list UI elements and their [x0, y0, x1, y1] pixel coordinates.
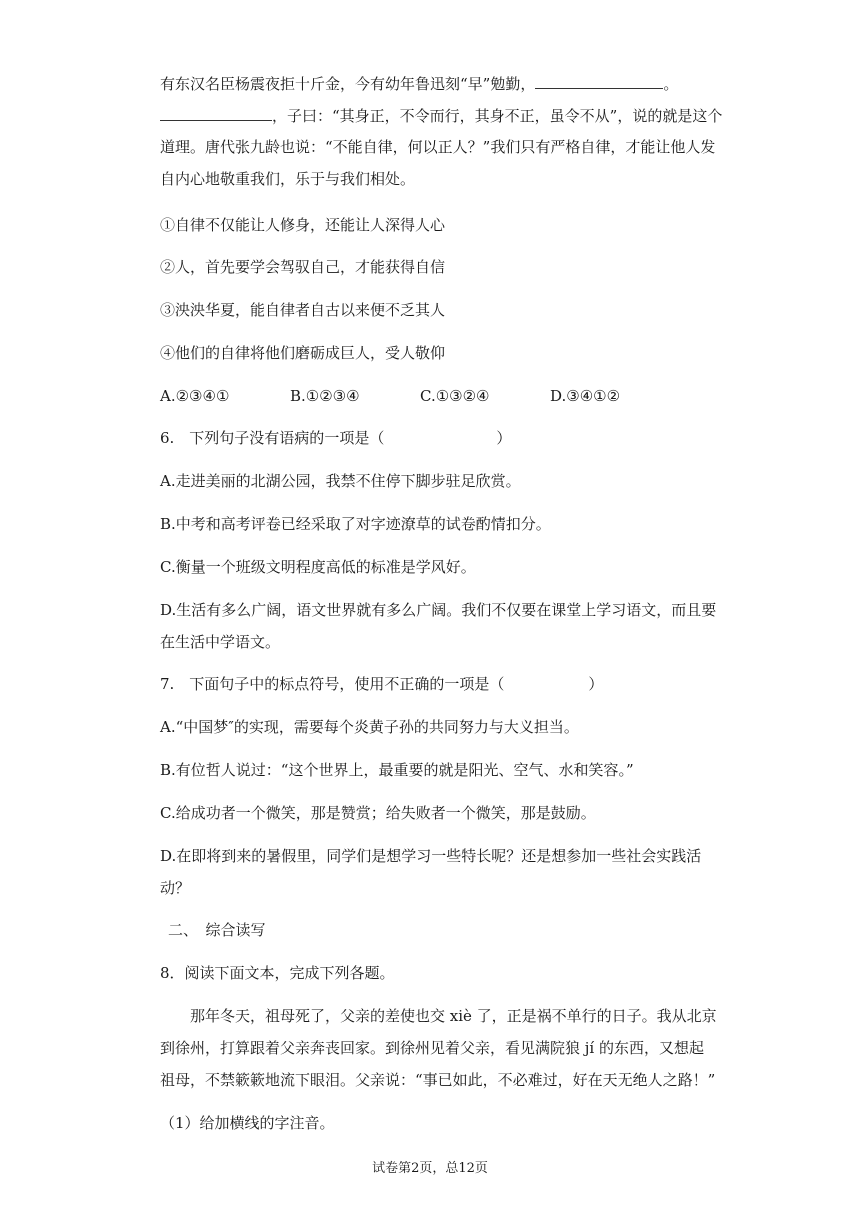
- passage-line-3: 道理。唐代张九龄也说：“不能自律，何以正人？”我们只有严格自律，才能让他人发: [160, 138, 716, 156]
- q6-option-c[interactable]: C.衡量一个班级文明程度高低的标准是学风好。: [160, 558, 476, 576]
- answer-blank-1[interactable]: [535, 73, 663, 89]
- q7-option-d[interactable]: D.在即将到来的暑假里，同学们是想学习一些特长呢？还是想参加一些社会实践活: [160, 847, 702, 865]
- q7-option-b[interactable]: B.有位哲人说过：“这个世界上，最重要的就是阳光、空气、水和笑容。”: [160, 761, 634, 779]
- section-heading: 二、 综合读写: [168, 921, 266, 939]
- q5-option-c[interactable]: C.①③②④: [420, 387, 490, 405]
- q8-subquestion-1: （1）给加横线的字注音。: [160, 1114, 335, 1132]
- q8-text-line-3: 祖母，不禁簌簌地流下眼泪。父亲说：“事已如此，不必难过，好在天无绝人之路！”: [160, 1071, 716, 1089]
- q6-option-d[interactable]: D.生活有多么广阔，语文世界就有多么广阔。我们不仅要在课堂上学习语文，而且要: [160, 601, 717, 619]
- q8-stem: 8．阅读下面文本，完成下列各题。: [160, 964, 395, 982]
- passage-line-2: ，子曰：“其身正，不令而行，其身不正，虽令不从”，说的就是这个: [160, 105, 722, 126]
- q5-item-4: ④他们的自律将他们磨砺成巨人，受人敬仰: [160, 344, 446, 362]
- q6-option-d-cont: 在生活中学语文。: [160, 633, 281, 651]
- q5-item-1: ①自律不仅能让人修身，还能让人深得人心: [160, 216, 446, 234]
- q5-item-3: ③泱泱华夏，能自律者自古以来便不乏其人: [160, 301, 446, 319]
- q6-stem: 6. 下列句子没有语病的一项是（ ）: [160, 429, 512, 447]
- q6-option-a[interactable]: A.走进美丽的北湖公园，我禁不住停下脚步驻足欣赏。: [160, 472, 521, 490]
- passage-line-1: 有东汉名臣杨震夜拒十斤金，今有幼年鲁迅刻“早”勉勤， 。: [160, 75, 679, 93]
- q8-text-line-2: 到徐州，打算跟着父亲奔丧回家。到徐州见着父亲，看见满院狼 jí 的东西，又想起: [160, 1039, 704, 1057]
- q8-text-line-1: 那年冬天，祖母死了，父亲的差使也交 xiè 了，正是祸不单行的日子。我从北京: [190, 1007, 717, 1025]
- q5-option-a[interactable]: A.②③④①: [160, 387, 230, 405]
- q5-option-d[interactable]: D.③④①②: [550, 387, 621, 405]
- page-footer: 试卷第2页，总12页: [372, 1161, 488, 1176]
- q7-stem: 7. 下面句子中的标点符号，使用不正确的一项是（ ）: [160, 675, 604, 693]
- q7-option-d-cont: 动？: [160, 879, 191, 897]
- q7-option-c[interactable]: C.给成功者一个微笑，那是赞赏；给失败者一个微笑，那是鼓励。: [160, 804, 596, 822]
- q5-option-b[interactable]: B.①②③④: [290, 387, 360, 405]
- answer-blank-2[interactable]: [160, 105, 272, 121]
- q5-item-2: ②人，首先要学会驾驭自己，才能获得自信: [160, 258, 446, 276]
- passage-line-4: 自内心地敬重我们，乐于与我们相处。: [160, 170, 416, 188]
- q6-option-b[interactable]: B.中考和高考评卷已经采取了对字迹潦草的试卷酌情扣分。: [160, 515, 551, 533]
- q7-option-a[interactable]: A.“中国梦″的实现，需要每个炎黄子孙的共同努力与大义担当。: [160, 718, 579, 736]
